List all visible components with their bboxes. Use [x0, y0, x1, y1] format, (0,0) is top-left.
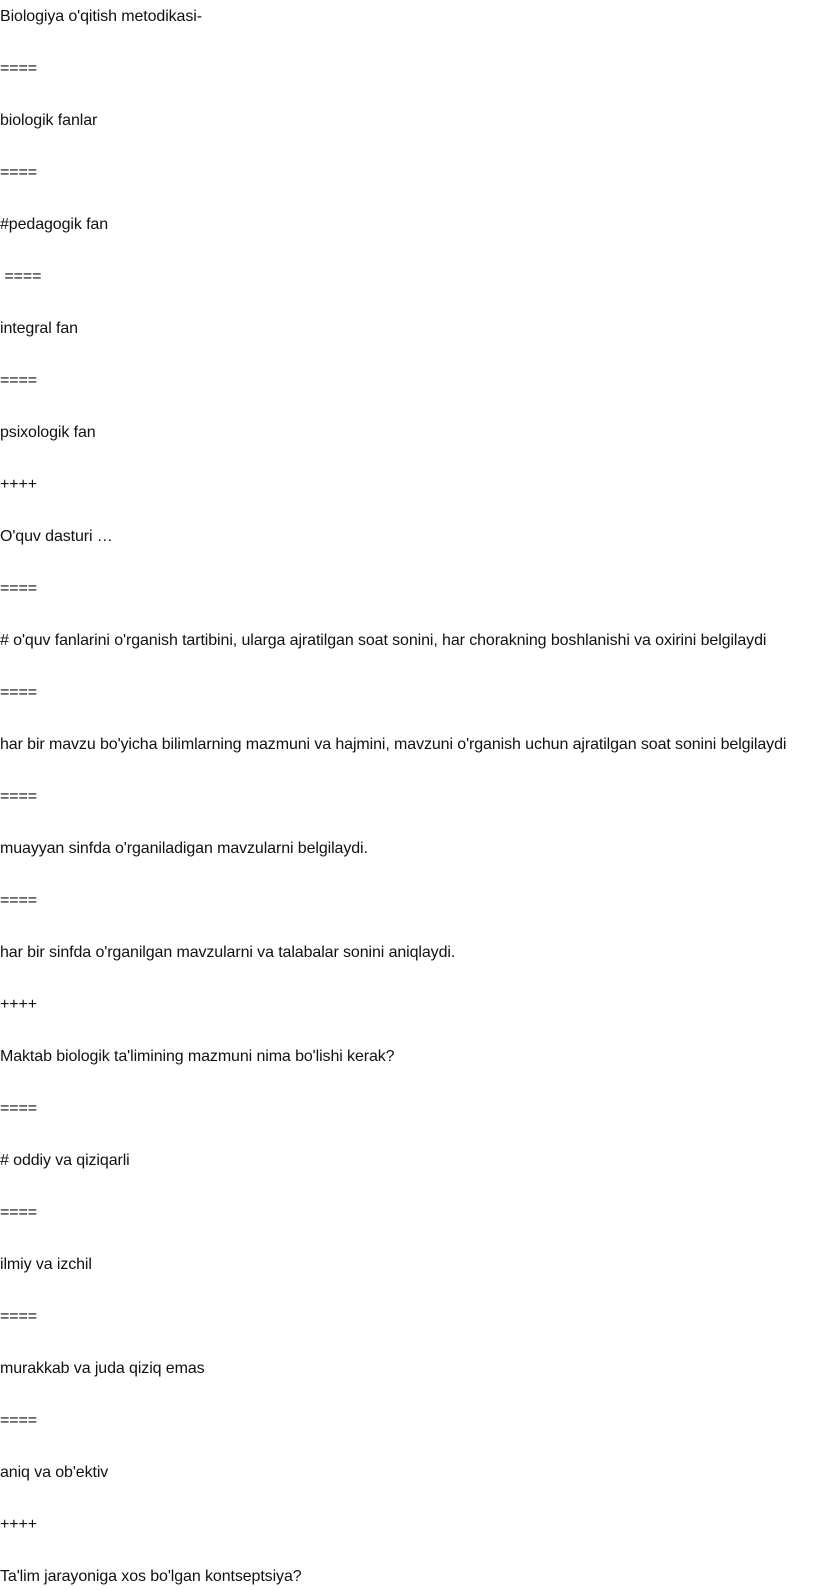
answer-option: integral fan	[0, 320, 78, 337]
answer-option: aniq va ob'ektiv	[0, 1464, 109, 1481]
question-title: Maktab biologik ta'limining mazmuni nima bo'lishi kerak?	[0, 1048, 395, 1065]
answer-option-correct: # o'quv fanlarini o'rganish tartibini, ularga ajratilgan soat sonini, har chorakning boshlanishi va oxirini belgilaydi	[0, 632, 767, 649]
question-title: Biologiya o'qitish metodikasi-	[0, 8, 202, 25]
answer-option: murakkab va juda qiziq emas	[0, 1360, 205, 1377]
question-separator: ++++	[0, 1516, 37, 1533]
separator: ====	[0, 788, 37, 805]
question-separator: ++++	[0, 476, 37, 493]
separator: ====	[0, 1412, 37, 1429]
answer-option: ilmiy va izchil	[0, 1256, 92, 1273]
separator: ====	[0, 580, 37, 597]
answer-option: har bir mavzu bo'yicha bilimlarning mazmuni va hajmini, mavzuni o'rganish uchun ajratilgan soat sonini belgilaydi	[0, 736, 787, 753]
separator: ====	[0, 164, 37, 181]
separator: ====	[0, 268, 42, 285]
separator: ====	[0, 1308, 37, 1325]
answer-option: har bir sinfda o'rganilgan mavzularni va talabalar sonini aniqlaydi.	[0, 944, 456, 961]
question-separator: ++++	[0, 996, 37, 1013]
question-title: O'quv dasturi …	[0, 528, 113, 545]
answer-option: muayyan sinfda o'rganiladigan mavzularni belgilaydi.	[0, 840, 368, 857]
answer-option: biologik fanlar	[0, 112, 98, 129]
question-title: Ta'lim jarayoniga xos bo'lgan kontseptsiya?	[0, 1568, 302, 1585]
answer-option: psixologik fan	[0, 424, 96, 441]
separator: ====	[0, 1100, 37, 1117]
separator: ====	[0, 60, 37, 77]
separator: ====	[0, 892, 37, 909]
answer-option-correct: # oddiy va qiziqarli	[0, 1152, 130, 1169]
separator: ====	[0, 684, 37, 701]
separator: ====	[0, 1204, 37, 1221]
answer-option-correct: #pedagogik fan	[0, 216, 109, 233]
separator: ====	[0, 372, 37, 389]
